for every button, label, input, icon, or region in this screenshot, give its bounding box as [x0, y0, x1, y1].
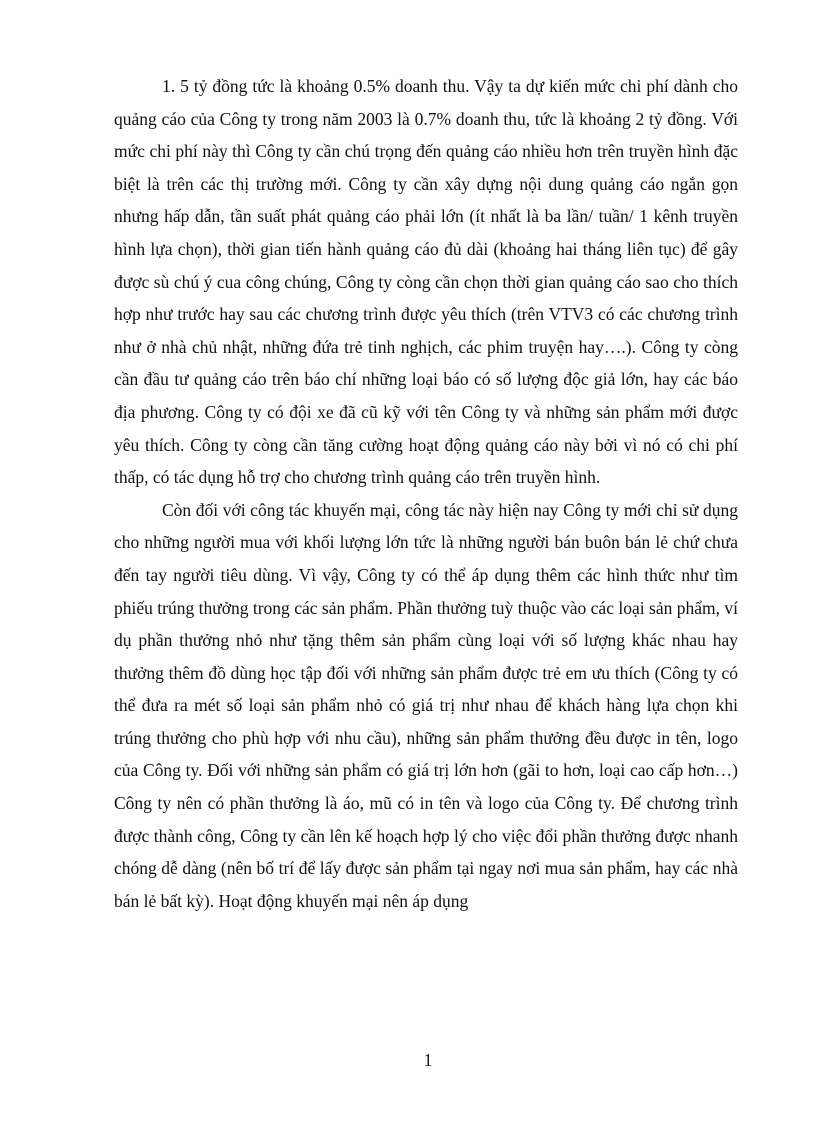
page-number: 1 [423, 1050, 433, 1070]
document-body [114, 70, 738, 917]
paragraph-advertising-budget: 1. 5 tỷ đồng tức là khoảng 0.5% doanh thu. Vậy ta dự kiến mức chi phí dành cho quảng cáo của Công ty trong năm 2003 là 0.7% doanh thu, tức là khoảng 2 tỷ đồng. Với mức chi phí này thì Công ty cần chú trọng đến quảng cáo nhiều hơn trên truyền hình đặc biệt là trên các thị trường mới. Công ty cần xây dựng nội dung quảng cáo ngắn gọn nhưng hấp dẫn, tần suất phát quảng cáo phải lớn (ít nhất là ba lần/ tuần/ 1 kênh truyền hình lựa chọn), thời gian tiến hành quảng cáo đủ dài (khoảng hai tháng liên tục) để gây được sù chú ý cua công chúng, Công ty còng cần chọn thời gian quảng cáo sao cho thích hợp như trước hay sau các chương trình được yêu thích (trên VTV3 có các chương trình như ở nhà chủ nhật, những đứa trẻ tinh nghịch, các phim truyện hay….). Công ty còng cần đầu tư quảng cáo trên báo chí những loại báo có số lượng độc giả lớn, hay các báo địa phương. Công ty có đội xe đã cũ kỹ với tên Công ty và những sản phẩm mới được yêu thích. Công ty còng cần tăng cường hoạt động quảng cáo này bởi vì nó có chi phí thấp, có tác dụng hỗ trợ cho chương trình quảng cáo trên truyền hình. [114, 76, 738, 488]
paragraph-promotion: Còn đối với công tác khuyến mại, công tác này hiện nay Công ty mới chỉ sử dụng cho những người mua với khối lượng lớn tức là những người bán buôn bán lẻ chứ chưa đến tay người tiêu dùng. Vì vậy, Công ty có thể áp dụng thêm các hình thức như tìm phiếu trúng thưởng trong các sản phẩm. Phần thưởng tuỳ thuộc vào các loại sản phẩm, ví dụ phần thưởng nhỏ như tặng thêm sản phẩm cùng loại với số lượng khác nhau hay thưởng thêm đồ dùng học tập đối với những sản phẩm được trẻ em ưu thích (Công ty có thể đưa ra mét số loại sản phẩm nhỏ có giá trị như nhau để khách hàng lựa chọn khi trúng thưởng cho phù hợp với nhu cầu), những sản phẩm thưởng đều được in tên, logo của Công ty. Đối với những sản phẩm có giá trị lớn hơn (gãi to hơn, loại cao cấp hơn…) Công ty nên có phần thưởng là áo, mũ có in tên và logo của Công ty. Để chương trình được thành công, Công ty cần lên kế hoạch hợp lý cho việc đổi phần thưởng được nhanh chóng dễ dàng (nên bố trí để lấy được sản phẩm tại ngay nơi mua sản phẩm, hay các nhà bán lẻ bất kỳ). Hoạt động khuyến mại nên áp dụng [114, 499, 738, 911]
